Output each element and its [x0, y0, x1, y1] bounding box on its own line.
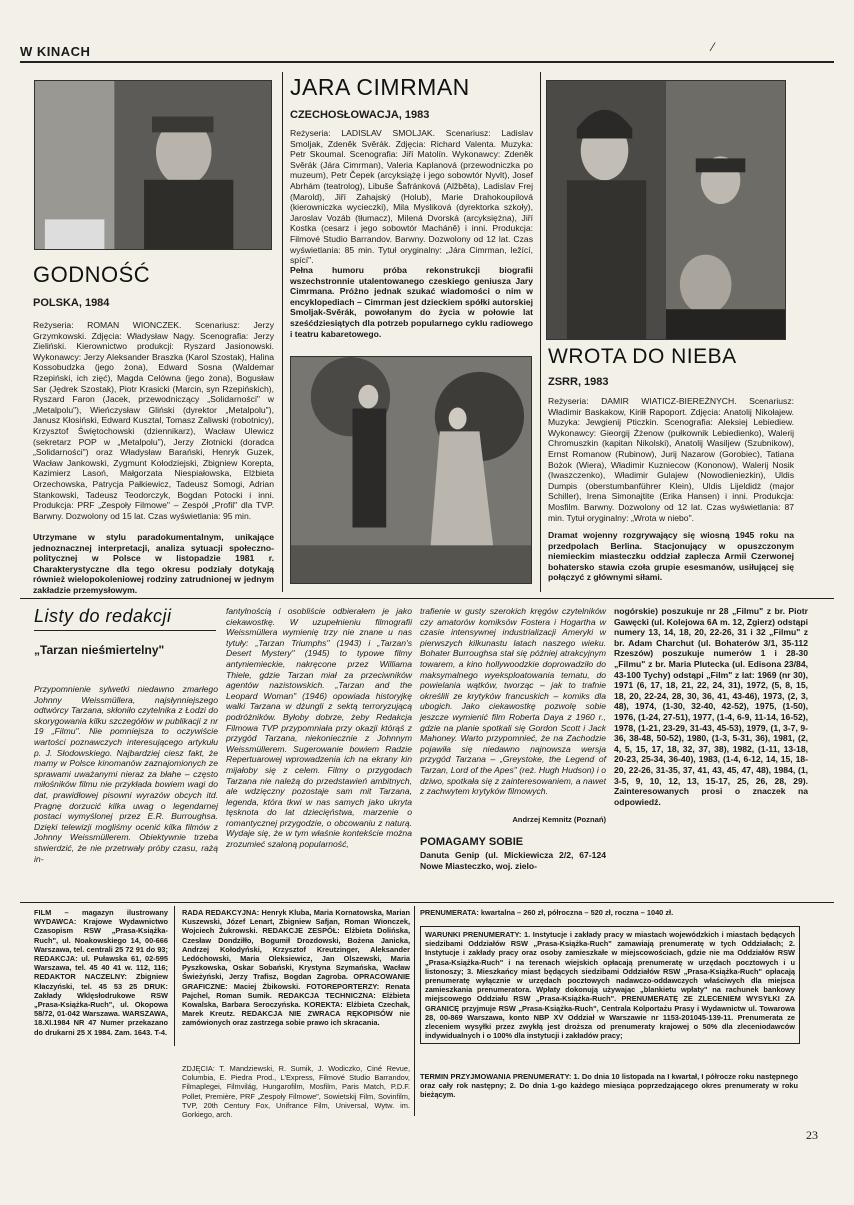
header-rule: [20, 61, 834, 63]
cimrman-country: CZECHOSŁOWACJA, 1983: [290, 109, 430, 121]
godnosc-photo: [34, 80, 272, 250]
letter-title: „Tarzan nieśmiertelny": [34, 643, 165, 657]
wrota-country: ZSRR, 1983: [548, 376, 609, 388]
pomagamy-heading: POMAGAMY SOBIE: [420, 836, 524, 848]
photo-credits: ZDJĘCIA: T. Mandziewski, R. Sumik, J. Wodiczko, Ciné Revue, Columbia, E. Piedra Prod., L'Express, Filmové Studio Barrandov, Filmaplegei, Filmvilág, Hungarofilm, Mosfilm, Paris Match, P.D.F. Pollet, Première, PRF „Zespoły Filmowe", Sowietskij Film, Sovinfilm, TVP, 20th Century Fox, Unifrance Film, Universal, Wytw. im. Gorkiego, arch.: [182, 1064, 410, 1120]
letter-column-1: Przypomnienie sylwetki niedawno zmarłego Johnny Weissmüllera, najsłynniejszego odtwórcy Tarzana, skłoniło czytelnika z Łodzi do skorygowania kilku szczegółów w publikacji z nr 19 „Filmu". Nie pomniejsza to oczywiście wartości poznawczych interesującego artykułu p. J. Słodowskiego. Najbardziej ciesz fakt, że mamy w Polsce kinomanów zaznajomionych ze sprawami uważanymi nieraz za błahe – często miłośników filmu nie przykłada bowiem wagi do dat, prawidłowej pisowni wyrazów obcych itd. Pragnę dorzucić kilka uwag o legendarnej postaci wymyślonej przez E.R. Burroughsa. Dzięki telewizji mogliśmy ocenić kilka filmów z Johnny Weissmüllerem. Obiektywnie trzeba stwierdzić, że nie przetrwały próby czasu, rażą in-: [34, 684, 218, 864]
cimrman-credits: Reżyseria: LADISLAV SMOLJAK. Scenariusz: Ladislav Smoljak, Zdeněk Svěrák. Zdjęcia: Richard Valenta. Muzyka: Petr Skoumal. Scenografia: Jiří Matolín. Wykonawcy: Zdeněk Svěrák (Jára Cimrman), Valeria Kaplanová (przewodniczka po muzeum), Petr Čepek (arcyksiążę i jego sobowtór Nyvlt), Josef Abrhám (teatrolog), Libuše Šafránková (Alžběta), Ladislav Frej (Marold), Jiří Zahajský (Holub), Marie Drahokoupilová (kierowniczka wycieczki), Mila Mysliková (dyrektorka szkoły), Jaroslav Vozáb (tłumacz), Milená Dvorská (arcyksiężna), Jiří Kostka (cesarz i jego sobowtór Macháně) i inni. Produkcja: Filmové Studio Barrandov. Barwny. Dozwolony od 12 lat. Czas wyświetlania: 85 min. Tytuł oryginalny: „Jára Cimrman, ležící, spící".: [290, 128, 533, 266]
header-mark: ⁄: [712, 40, 715, 54]
godnosc-credits: Reżyseria: ROMAN WIONCZEK. Scenariusz: Jerzy Grzymkowski. Zdjęcia: Władysław Nagy. Scenografia: Jerzy Zieliński. Kierownictwo produkcji: Ryszard Jasionowski. Wykonawcy: Jerzy Aleksander Braszka (Karol Szostak), Halina Kossobudzka (jego żona), Edward Sosna (Waldemar Rzepiński, ich zięć), Magda Celówna (jego żona), Bogusław Sar (Jędrek Szostak), Piotr Krasicki (Marcin, syn Rzepińskich), Ryszard Faron (Jacek, przewodniczący „Solidarności" w „Metalpolu"), Wieńczysław Gliński (dyrektor „Metalpolu"), Janusz Kłosiński, Edward Kusztal, Tomasz Zaliwski (robotnicy), Krzysztof Świętochowski (dziennikarz), Wacław Ulewicz (sekretarz POP w „Metalpolu"), Jerzy Złotnicki (doradca „Solidarności") oraz Władysław Barański, Henryk Guzek, Wacław Jankowski, Zygmunt Kołodziejski, Zbigniew Korepta, Kazimierz Lasoń, Małgorzata Niespiałowska, Elżbieta Orzechowska, Patrycja Pałkiewicz, Tadeusz Somogi, Adrian Stankowski, Tadeusz Teodorczyk, Bogdan Potocki i inni. Produkcja: PRF „Zespoły Filmowe" – Zespół „Profil" dla TVP. Barwny. Dozwolony od 15 lat. Czas wyświetlania: 95 min.: [33, 320, 274, 521]
letter-signature: Andrzej Kemnitz (Poznań): [512, 815, 606, 824]
listy-heading-rule: [34, 630, 216, 631]
masthead: FILM – magazyn ilustrowany WYDAWCA: Krajowe Wydawnictwo Czasopism RSW „Prasa-Książka-Ruch", ul. Noakowskiego 14, 00-666 Warszawa, tel. centrali 25 72 91 do 93; REDAKCJA: ul. Puławska 61, 02-595 Warszawa, tel. 45 40 41 w. 112, 116; REDAKTOR NACZELNY: Zbigniew Kłaczyński, tel. 45 53 25 DRUK: Zakłady Wklęsłodrukowe RSW „Prasa-Książka-Ruch", ul. Okopowa 58/72, 01-042 Warszawa. WARSZAWA, 18.XI.1984 NR 47 Numer przekazano do drukarni 25 X 1984. Zam. 1643. T-4.: [34, 908, 168, 1037]
editorial-board: RADA REDAKCYJNA: Henryk Kluba, Maria Kornatowska, Marian Kuszewski, Józef Lenart, Zbigniew Safjan, Roman Wionczek, Wojciech Żukrowski. REDAKCJE ZESPÓŁ: Elżbieta Dolińska, Czesław Dondziłło, Bogumił Drozdowski, Bożena Janicka, Andrzej Kołodyński, Krzysztof Kreutzinger, Aleksander Ledóchowski, Maria Oleksiewicz, Jan Olszewski, Maria Pyszkowska, Oskar Sobański, Krystyna Szymańska, Wacław Świeżyński, Jerzy Trafisz, Bogdan Zagroba. OPRACOWANIE GRAFICZNE: Maciej Żbikowski. FOTOREPORTERZY: Renata Pajchel, Roman Sumik. REDAKCJA TECHNICZNA: Elżbieta Kowalska, Barbara Seroczyńska. KOREKTA: Elżbieta Czechak, Marek Kreutz. REDAKCJA NIE ZWRACA RĘKOPISÓW nie zamówionych oraz zastrzega sobie prawo ich skracania.: [182, 908, 410, 1028]
wrota-title: WROTA DO NIEBA: [548, 345, 737, 368]
godnosc-title: GODNOŚĆ: [33, 262, 151, 287]
listy-heading: Listy do redakcji: [34, 606, 172, 626]
godnosc-country: POLSKA, 1984: [33, 297, 110, 309]
cimrman-summary: Pełna humoru próba rekonstrukcji biografii wszechstronnie utalentowanego czeskiego geniusza Jary Cimrmana. Próżno jednak szukać wiadomości o nim w encyklopediach – Cimrman jest dzieckiem spółki autorskiej Smoljak-Svěrák, powołanym do życia w połowie lat sześćdziesiątych dla potrzeb popularnego cyklu radiowego i teatru kabaretowego.: [290, 265, 533, 339]
wrota-summary: Dramat wojenny rozgrywający się wiosną 1945 roku na przedpolach Berlina. Stacjonujący w opuszczonym niemieckim miasteczku oddział zaplecza Armii Czerwonej bohatersko stawia czoła grupie esesmanów, usiłującej się połączyć z głównymi siłami.: [548, 530, 794, 583]
footer-divider-1: [174, 906, 175, 1046]
letter-column-4: nogórskie) poszukuje nr 28 „Filmu" z br. Piotr Gawęcki (ul. Kolejowa 6A m. 12, Zgierz) odstąpi numery 13, 14, 18, 20, 22-26, 31 i 32 „Filmu" z br. Adam Charchut (ul. Bohaterów 3/1, 35-112 Rzeszów) poszukuje numerów 1 i 28-30 „Filmu" z br. Maria Plutecka (ul. Edisona 23/84, 43-100 Tychy) odstąpi „Film" z lat: 1969 (nr 30), 1971 (6, 17, 18, 21, 22, 24, 31), 1972, (5, 8, 15, 18, 20, 22-24, 28, 30, 36, 41, 43-46), 1973, (2, 3, 48), 1974, (1-30, 32-40, 42-52), 1975, (1-50), 1976, (1-24, 27-51), 1977, (1-4, 6-9, 11-14, 16-52), 1978, (1-21, 23-29, 31-43, 45-53), 1979, (1, 3-7, 9-36, 38-48, 50-52), 1980, (1-3, 5-31, 36), 1981, (2, 4, 5, 15, 17, 18, 32, 37, 38), 1982, (1-11, 13-18, 20-23, 25-34, 36-40), 1983, (1-4, 6-12, 14, 15, 18-20, 22-26, 31-35, 37, 41, 43, 45, 47, 48), 1984, (1, 3-5, 9, 10, 12, 13, 15-17, 25, 26, 28, 29). Zainteresowanych prosi o znaczek na odpowiedź.: [614, 606, 808, 807]
wrota-photo: [546, 80, 786, 340]
letter-column-3: trafienie w gusty szerokich kręgów czytelników czy amatorów komiksów Fostera i Hogartha w czasie intensywnej industrializacji Ameryki w pierwszych kilkunastu latach naszego wieku. Bohater Burroughsa stał się później atrakcyjnym towarem, a kino hollywoodzkie doprowadziło do maksymalnego wyeksploatowania tematu, do powielania wątków, tworząc – jak to trafnie określili ze krytyków francuskich – komiks dla ubogich. Jako ciekawostkę pozwolę sobie jeszcze wymienić film Roberta Daya z 1960 r., gdzie na planie spotkali się Gordon Scott i Jack Mahoney. Warto przypomnieć, że na Zachodzie pojawiła się niedawno najnowsza wersja przygód Tarzana – „Greystoke, the Legend of Tarzan, Lord of the Apes" (reż. Hugh Hudson) i o dziwo, spotkała się z zainteresowaniem, a nawet z zachwytem krytyków filmowych.: [420, 606, 606, 797]
subscription-prices: PRENUMERATA: kwartalna – 260 zł, półroczna – 520 zł, roczna – 1040 zł.: [420, 908, 674, 917]
column-divider-1: [282, 72, 283, 592]
pomagamy-genip: Danuta Genip (ul. Mickiewicza 2/2, 67-124 Nowe Miasteczko, woj. zielo-: [420, 850, 606, 871]
footer-rule: [20, 902, 834, 903]
letter-column-2: fantylnością i osobliście odbierałem je jako ciekawostkę. W uzupełnieniu filmografii Weissmüllera wymienię trzy nie znane u nas tytuły: „Tarzan Triumphs" (1943) i „Tarzan's Desert Mystery" (1945) to typowe filmy antyniemieckie, nakręcone przez Williama Thiele, gdzie Tarzan miał za przeciwników agentów nazistowskich. „Tarzan and the Leopard Woman" (1946) opowiada historyjkę walki Tarzana w dżungli z sektą terroryzującą podróżników. Byłoby dobrze, żeby Redakcja Filmowa TVP przypomniała przy okazji którąś z przygód Tarzana, niekoniecznie z Johnnym Weissmüllerem. Sugerowanie bowiem Radzie Repertuarowej wprowadzenia ich na ekrany kin mijałoby się z celem. Filmy o przygodach Tarzana nie należą do przedstawień ambitnych, ale wdzięczny pozostaje sam mit Tarzana, legenda, która tkwi w nas samych jako ukryta tęsknota do lat dziecięństwa, marzenie o romantycznej przygodzie, o obcowaniu z naturą. Wydaje się, że w tym właśnie kontekście można zrozumieć szaloną popularność,: [226, 606, 412, 850]
subscription-terms: WARUNKI PRENUMERATY: 1. Instytucje i zakłady pracy w miastach wojewódzkich i miastach będących siedzibami Oddziałów RSW „Prasa-Książka-Ruch" zamawiają prenumeratę w tych Oddziałach; 2. Instytucje i zakłady pracy oraz osoby zamieszkałe w miejscowościach, gdzie nie ma Oddziałów RSW „Prasa-Książka-Ruch" i na terenach wiejskich opłacają prenumeratę w urzędach pocztowych i u listonoszy; 3. Mieszkańcy miast będących siedzibami Oddziałów RSW „Prasa-Książka-Ruch" opłacają prenumeratę wyłącznie w urzędach pocztowych nadawczo-oddawczych właściwych dla miejsca zamieszkania prenumeratora. Wpłaty dokonują używając „blankietu wpłaty" na rachunek bankowy miejscowego Oddziału RSW „Prasa-Książka-Ruch". PRENUMERATĘ ZE ZLECENIEM WYSYŁKI ZA GRANICĘ przyjmuje RSW „Prasa-Książka-Ruch", Centrala Kolportażu Prasy i Wydawnictw ul. Towarowa 28, 00-869 Warszawa, konto NBP XV Oddział w Warszawie nr 1153-201045-139-11. Prenumerata ze zleceniem wysyłki przez zwykłą jest droższa od prenumeraty krajowej o 50% dla zleceniodawców indywidualnych i o 100% dla instytucji i zakładów pracy;: [420, 926, 800, 1044]
cimrman-title: JARA CIMRMAN: [290, 74, 470, 100]
section-title: W KINACH: [20, 44, 91, 59]
godnosc-summary: Utrzymane w stylu paradokumentalnym, unikające jednoznacznej interpretacji, analiza sytuacji społeczno-politycznej w Polsce w listopadzie 1981 r. Charakterystyczne dla tego okresu podziały dotykają również wielopokoleniowej rodziny zatrudnionej w jednym zakładzie przemysłowym.: [33, 532, 274, 595]
column-divider-2: [540, 72, 541, 592]
cimrman-photo: [290, 356, 532, 584]
page-number: 23: [806, 1128, 818, 1142]
subscription-deadline: TERMIN PRZYJMOWANIA PRENUMERATY: 1. Do dnia 10 listopada na I kwartał, I półrocze roku następnego oraz cały rok następny; 2. Do dnia 1-go każdego miesiąca poprzedzającego okres prenumeraty w roku bieżącym.: [420, 1072, 798, 1100]
mid-rule: [20, 598, 834, 599]
wrota-credits: Reżyseria: DAMIR WIATICZ-BIEREŻNYCH. Scenariusz: Władimir Baskakow, Kiriłł Rapoport. Zdjęcia: Anatolij Nikołajew. Muzyka: Jewgienij Pticzkin. Scenografia: Aleksiej Lebiediew. Wykonawcy: Gieorgij Żżenow (pułkownik Lebiedienko), Walerij Chromuszkin (kapitan Nikolski), Anatolij Wasiljew (Szubnikow), Ernst Romanow (Rubinow), Jurij Nazarow (Gorobiec), Tatiana Bożok (Wiera), Władimir Kuzniecow (Kononow), Walerij Nosik (Iwaszczenko), Władimir Gulajew (Nowodieniezkin), Uldis Dumpis (oberstumbanführer Klein), Uldis Lijeldidż (major Schiller), Irena Simonajtite (Erika Hansen) i inni. Produkcja: Mosfilm. Barwny. Dozwolony od 12 lat. Czas wyświetlania: 87 min. Tytuł oryginalny: „Wrota w niebo".: [548, 396, 794, 523]
footer-divider-2: [414, 906, 415, 1116]
